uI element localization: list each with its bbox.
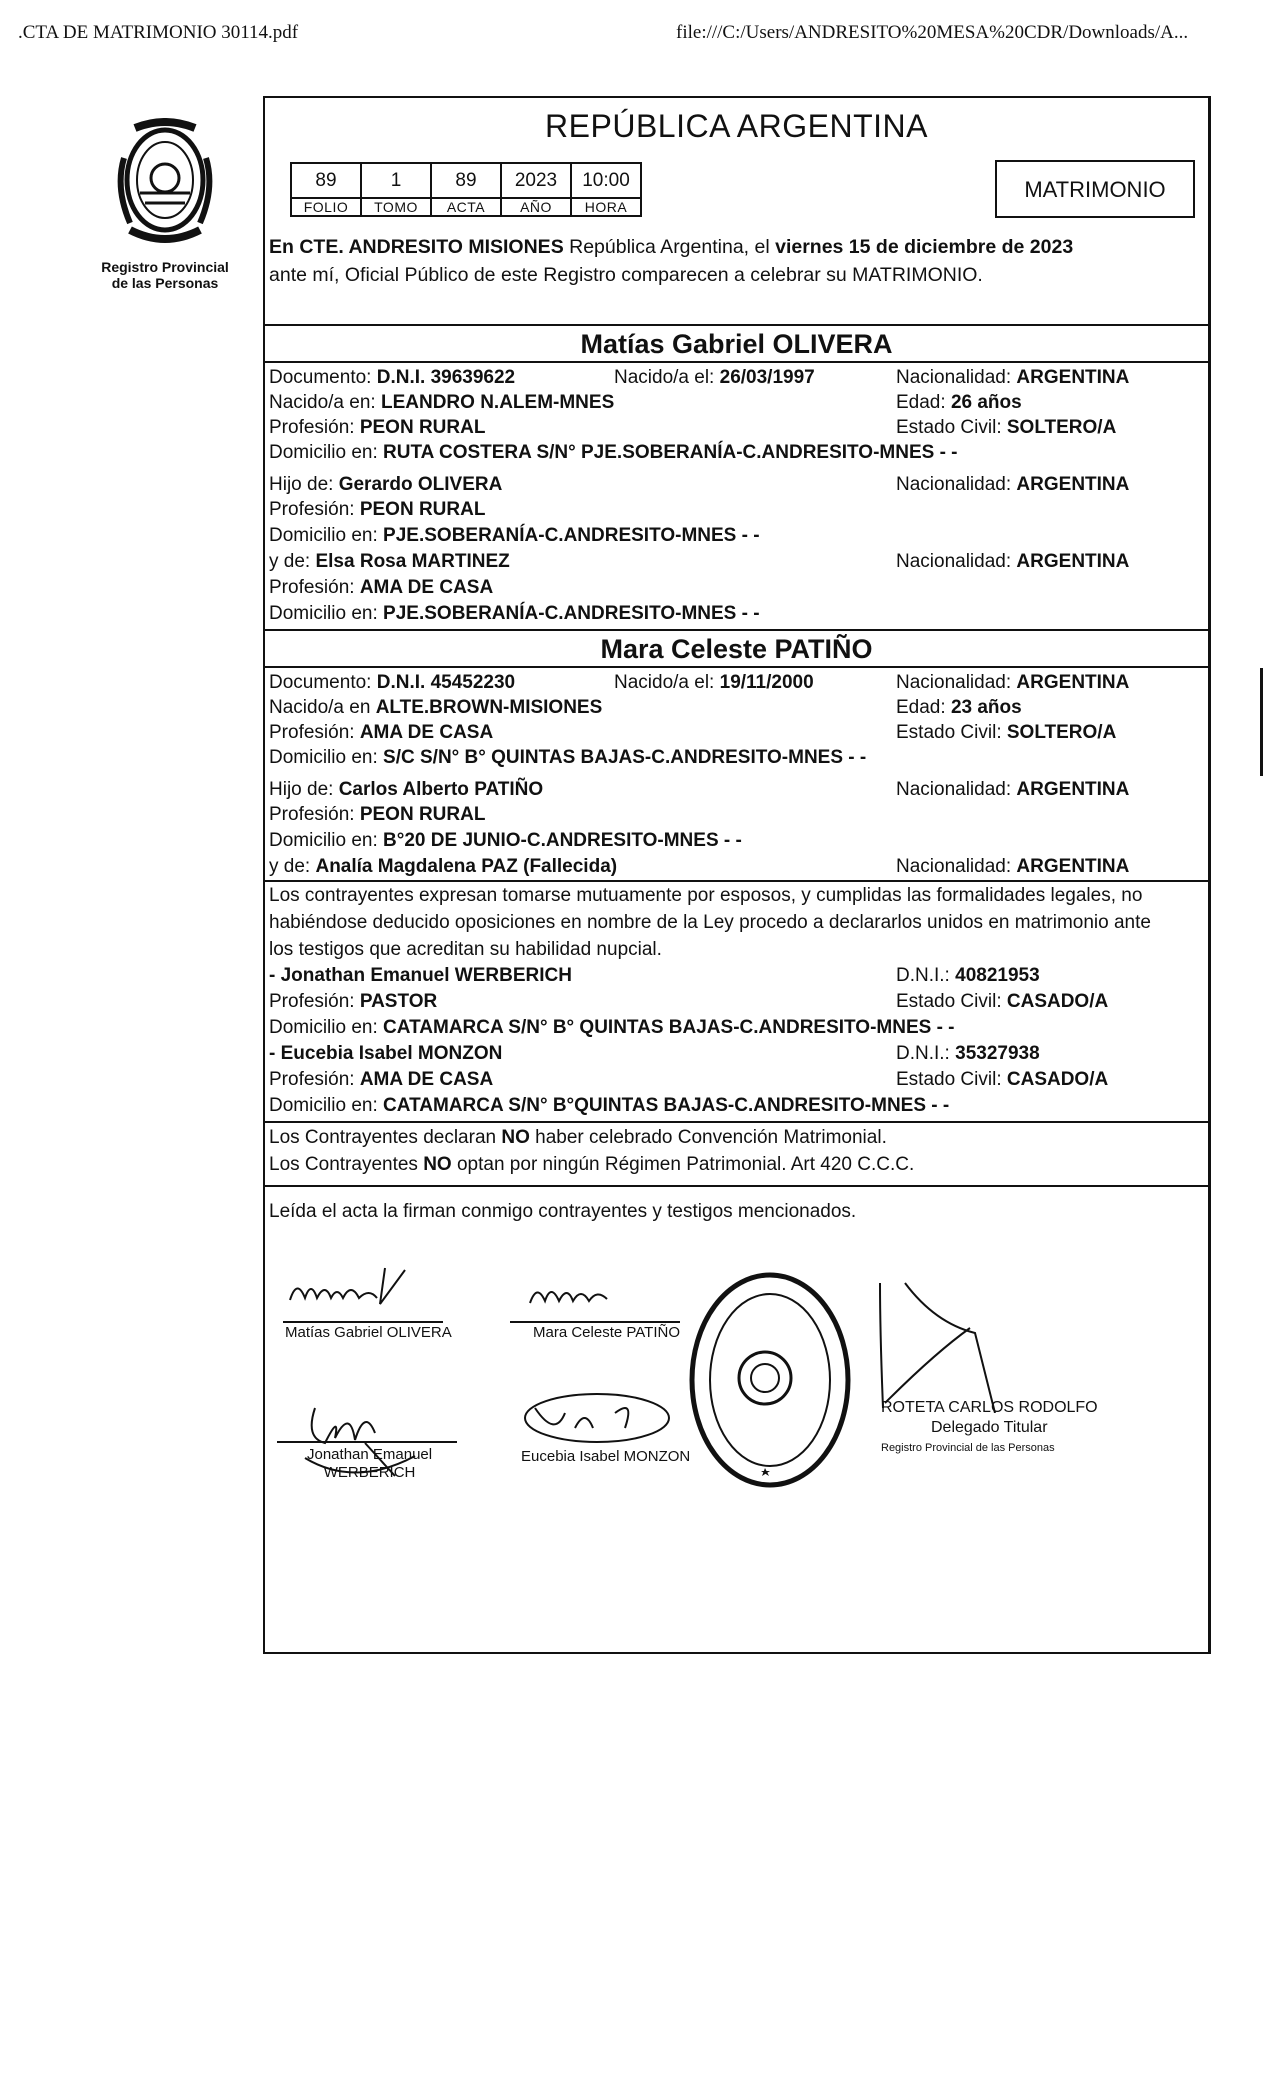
witness-2-profession: AMA DE CASA — [359, 1069, 494, 1090]
regime-no: NO — [501, 1127, 530, 1148]
ano-label: AÑO — [501, 198, 571, 216]
groom-signature-line — [283, 1321, 443, 1323]
groom-mother-profession: AMA DE CASA — [359, 577, 494, 598]
intro-line-1 — [269, 235, 1073, 259]
hora-label: HORA — [571, 198, 641, 216]
witness-1-address: CATAMARCA S/N° B° QUINTAS BAJAS-C.ANDRESITO-MNES - - — [383, 1017, 955, 1038]
label: Nacionalidad: — [896, 779, 1017, 800]
folio-value: 89 — [291, 163, 361, 198]
logo-caption-line1: Registro Provincial — [101, 259, 229, 275]
bride-address: S/C S/N° B° QUINTAS BAJAS-C.ANDRESITO-MNES - - — [383, 747, 867, 768]
declaration-line-3: los testigos que acreditan su habilidad nupcial. — [269, 939, 662, 960]
record-table — [290, 162, 642, 217]
label: Nacionalidad: — [896, 672, 1017, 693]
folio-label: FOLIO — [291, 198, 361, 216]
groom-birthplace: LEANDRO N.ALEM-MNES — [380, 392, 615, 413]
label: Profesión: — [269, 577, 360, 598]
hora-value: 10:00 — [571, 163, 641, 198]
label: Edad: — [896, 697, 951, 718]
bride-mother-nationality: ARGENTINA — [1016, 856, 1130, 877]
label: Edad: — [896, 392, 951, 413]
scan-mark — [1260, 668, 1263, 776]
label: Domicilio en: — [269, 442, 384, 463]
label: Domicilio en: — [269, 747, 384, 768]
label: Estado Civil: — [896, 1069, 1007, 1090]
label: Estado Civil: — [896, 722, 1007, 743]
label: Nacionalidad: — [896, 856, 1017, 877]
label: Profesión: — [269, 499, 360, 520]
label: Profesión: — [269, 804, 360, 825]
intro-place: En CTE. ANDRESITO MISIONES — [269, 236, 564, 258]
label: Estado Civil: — [896, 991, 1007, 1012]
bride-father: Carlos Alberto PATIÑO — [338, 779, 544, 800]
groom-signature-name: Matías Gabriel OLIVERA — [285, 1324, 452, 1341]
label: Profesión: — [269, 1069, 360, 1090]
officer-title: Delegado Titular — [931, 1419, 1048, 1436]
regime-text: Los Contrayentes — [269, 1154, 424, 1175]
ano-value: 2023 — [501, 163, 571, 198]
bride-father-profession: PEON RURAL — [359, 804, 486, 825]
document-type: MATRIMONIO — [995, 160, 1195, 218]
divider — [265, 1121, 1208, 1123]
registry-stamp-icon — [685, 1268, 855, 1493]
label: Nacido/a en: — [269, 392, 381, 413]
label: Profesión: — [269, 991, 360, 1012]
regime-text: Los Contrayentes declaran — [269, 1127, 502, 1148]
closing-text: Leída el acta la firman conmigo contrayentes y testigos mencionados. — [269, 1201, 857, 1222]
groom-name: Matías Gabriel OLIVERA — [580, 329, 893, 359]
groom-dni: D.N.I. 39639622 — [376, 367, 516, 388]
divider — [265, 361, 1208, 363]
label: Hijo de: — [269, 474, 339, 495]
witness-1-signature-name — [307, 1446, 432, 1482]
officer-registry: Registro Provincial de las Personas — [881, 1442, 1055, 1454]
label: Estado Civil: — [896, 417, 1007, 438]
label: D.N.I.: — [896, 965, 956, 986]
label: Nacido/a en — [269, 697, 376, 718]
witness-2-civil-status: CASADO/A — [1006, 1069, 1109, 1090]
label: Documento: — [269, 367, 377, 388]
declaration-line-1: Los contrayentes expresan tomarse mutuamente por esposos, y cumplidas las formalidades legales, no — [269, 885, 1143, 906]
groom-father-nationality: ARGENTINA — [1016, 474, 1130, 495]
regime-no: NO — [423, 1154, 452, 1175]
groom-age: 26 años — [950, 392, 1022, 413]
officer-signature-icon — [875, 1273, 1005, 1413]
witness-1-name: - Jonathan Emanuel WERBERICH — [269, 965, 572, 986]
divider — [265, 1185, 1208, 1187]
label: Nacionalidad: — [896, 367, 1017, 388]
file-path: file:///C:/Users/ANDRESITO%20MESA%20CDR/Downloads/A... — [676, 22, 1189, 43]
provincial-seal-icon — [110, 118, 220, 253]
bride-signature-line — [510, 1321, 680, 1323]
declaration-line-2: habiéndose deducido oposiciones en nombre de la Ley procedo a declararlos unidos en matrimonio ante — [269, 912, 1151, 933]
label: y de: — [269, 551, 316, 572]
witness-2-address: CATAMARCA S/N° B°QUINTAS BAJAS-C.ANDRESITO-MNES - - — [383, 1095, 950, 1116]
bride-name: Mara Celeste PATIÑO — [600, 634, 873, 664]
bride-father-address: B°20 DE JUNIO-C.ANDRESITO-MNES - - — [383, 830, 742, 851]
bride-nationality: ARGENTINA — [1016, 672, 1130, 693]
witness-2-signature-name: Eucebia Isabel MONZON — [521, 1448, 691, 1465]
intro-line-2: ante mí, Oficial Público de este Registro comparecen a celebrar su MATRIMONIO. — [269, 264, 983, 286]
acta-value: 89 — [431, 163, 501, 198]
marriage-certificate — [263, 96, 1211, 1654]
bride-age: 23 años — [950, 697, 1022, 718]
witness-1-sig-line2: WERBERICH — [323, 1464, 416, 1481]
label: y de: — [269, 856, 316, 877]
witness-1-dni: 40821953 — [955, 965, 1040, 986]
acta-label: ACTA — [431, 198, 501, 216]
label: Hijo de: — [269, 779, 339, 800]
witness-1-signature-line — [277, 1441, 457, 1443]
label: Domicilio en: — [269, 603, 384, 624]
bride-civil-status: SOLTERO/A — [1006, 722, 1117, 743]
witness-1-profession: PASTOR — [359, 991, 438, 1012]
bride-profession: AMA DE CASA — [359, 722, 494, 743]
label: Nacionalidad: — [896, 474, 1017, 495]
groom-civil-status: SOLTERO/A — [1006, 417, 1117, 438]
bride-birthdate: 19/11/2000 — [719, 672, 814, 693]
groom-father-profession: PEON RURAL — [359, 499, 486, 520]
bride-mother: Analía Magdalena PAZ (Fallecida) — [315, 856, 618, 877]
witness-2-dni: 35327938 — [955, 1043, 1040, 1064]
officer-signature-name — [881, 1398, 1098, 1458]
label: Domicilio en: — [269, 830, 384, 851]
tomo-label: TOMO — [361, 198, 431, 216]
regime-text: optan por ningún Régimen Patrimonial. Art 420 C.C.C. — [451, 1154, 915, 1175]
witness-2-signature-icon — [515, 1388, 675, 1448]
divider — [265, 324, 1208, 326]
document-title: REPÚBLICA ARGENTINA — [545, 108, 928, 144]
label: Domicilio en: — [269, 525, 384, 546]
witness-1-civil-status: CASADO/A — [1006, 991, 1109, 1012]
label: Documento: — [269, 672, 377, 693]
groom-signature-icon — [285, 1258, 425, 1314]
divider — [265, 666, 1208, 668]
groom-address: RUTA COSTERA S/N° PJE.SOBERANÍA-C.ANDRESITO-MNES - - — [383, 442, 958, 463]
logo-caption-line2: de las Personas — [111, 275, 219, 291]
label: Domicilio en: — [269, 1017, 384, 1038]
label: Profesión: — [269, 417, 360, 438]
label: Domicilio en: — [269, 1095, 384, 1116]
witness-1-sig-line1: Jonathan Emanuel — [307, 1446, 433, 1463]
intro-date: viernes 15 de diciembre de 2023 — [775, 236, 1074, 258]
bride-dni: D.N.I. 45452230 — [376, 672, 516, 693]
groom-mother-address: PJE.SOBERANÍA-C.ANDRESITO-MNES - - — [383, 603, 760, 624]
label: Nacido/a el: — [614, 672, 720, 693]
regime-text: haber celebrado Convención Matrimonial. — [529, 1127, 887, 1148]
file-title: .CTA DE MATRIMONIO 30114.pdf — [18, 22, 299, 43]
label: Profesión: — [269, 722, 360, 743]
officer-name: ROTETA CARLOS RODOLFO — [881, 1399, 1098, 1416]
label: Nacionalidad: — [896, 551, 1017, 572]
tomo-value: 1 — [361, 163, 431, 198]
label: D.N.I.: — [896, 1043, 956, 1064]
groom-nationality: ARGENTINA — [1016, 367, 1130, 388]
bride-birthplace: ALTE.BROWN-MISIONES — [375, 697, 603, 718]
intro-middle: República Argentina, el — [563, 236, 776, 258]
groom-profession: PEON RURAL — [359, 417, 486, 438]
label: Nacido/a el: — [614, 367, 720, 388]
registry-logo — [100, 118, 230, 291]
groom-mother: Elsa Rosa MARTINEZ — [315, 551, 510, 572]
declaration — [269, 882, 1207, 963]
groom-father-address: PJE.SOBERANÍA-C.ANDRESITO-MNES - - — [383, 525, 760, 546]
witness-2-name: - Eucebia Isabel MONZON — [269, 1043, 503, 1064]
bride-father-nationality: ARGENTINA — [1016, 779, 1130, 800]
bride-signature-icon — [525, 1273, 615, 1313]
groom-father: Gerardo OLIVERA — [338, 474, 503, 495]
divider — [265, 629, 1208, 631]
bride-signature-name: Mara Celeste PATIÑO — [533, 1324, 680, 1341]
groom-mother-nationality: ARGENTINA — [1016, 551, 1130, 572]
groom-birthdate: 26/03/1997 — [719, 367, 815, 388]
